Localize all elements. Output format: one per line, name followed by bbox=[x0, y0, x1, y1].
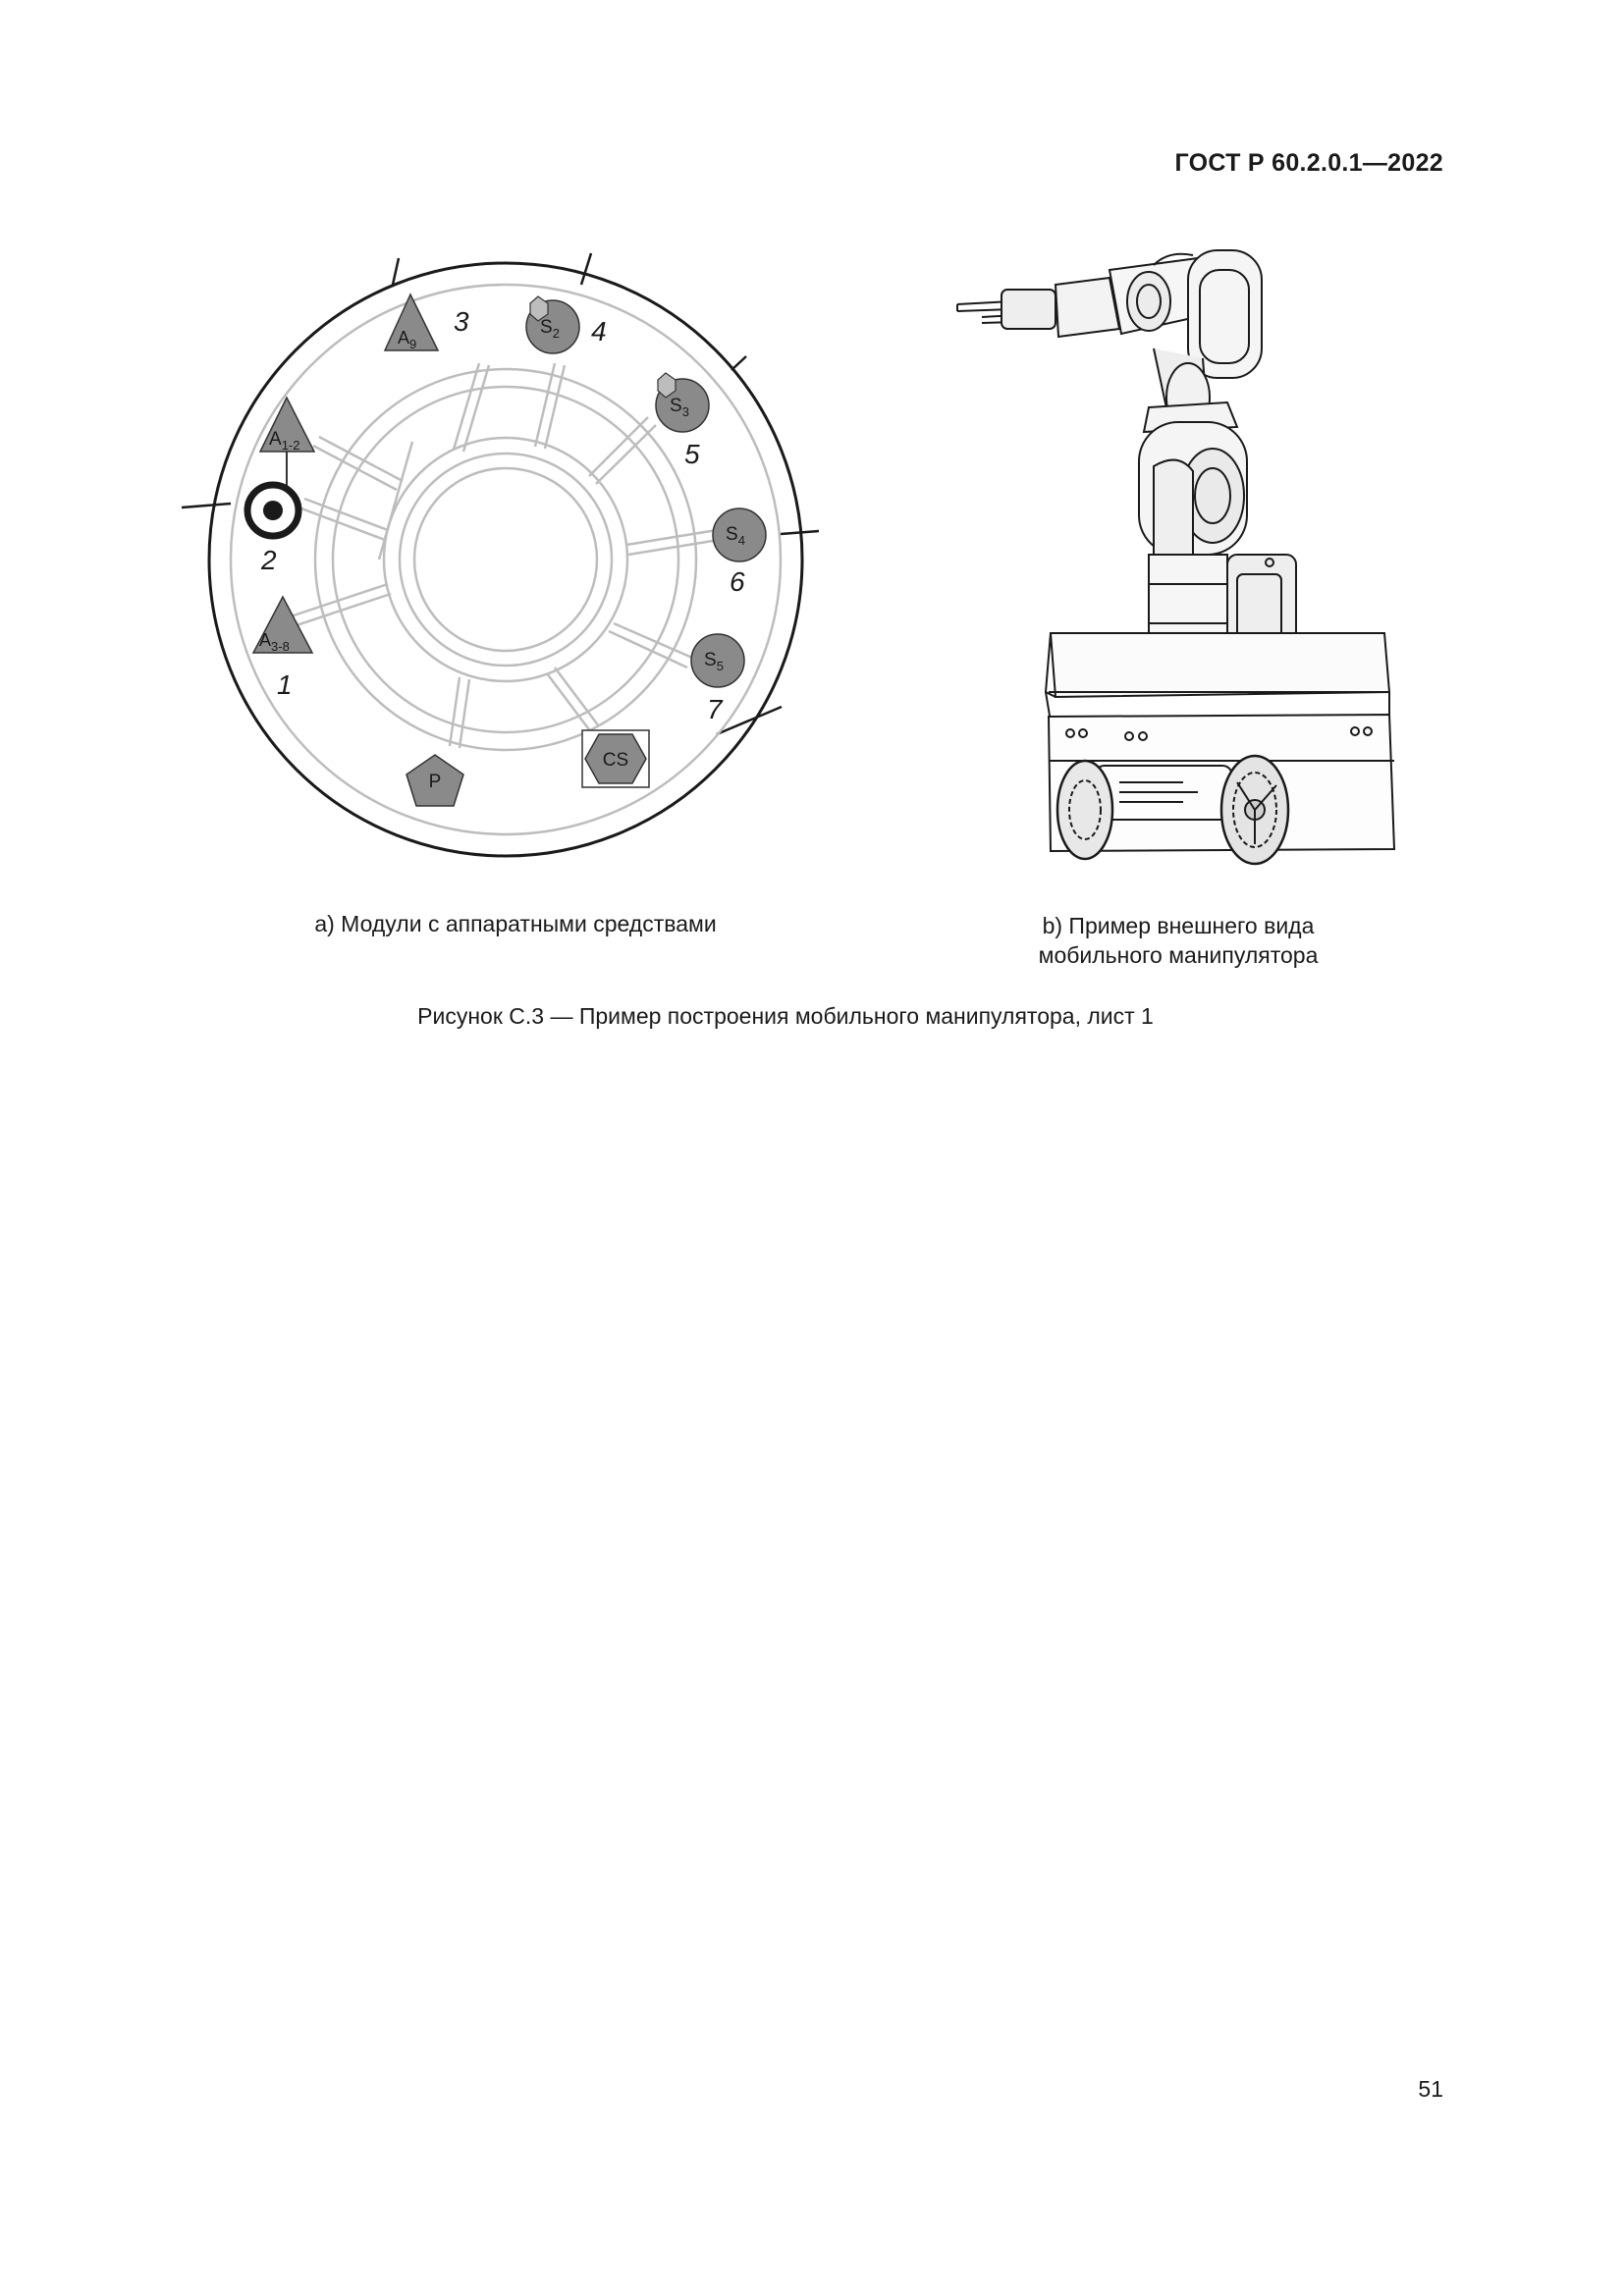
module-a9 bbox=[385, 294, 438, 351]
elbow-joint bbox=[1139, 422, 1247, 555]
number-7: 7 bbox=[707, 694, 723, 724]
outer-gray-ring bbox=[231, 285, 781, 834]
module-s4 bbox=[713, 508, 766, 561]
number-3: 3 bbox=[454, 306, 469, 337]
number-4: 4 bbox=[591, 316, 607, 347]
number-6: 6 bbox=[730, 566, 745, 597]
module-p-label: P bbox=[428, 772, 442, 792]
spokes bbox=[285, 363, 719, 748]
module-s5 bbox=[691, 634, 744, 687]
caption-figure-a: а) Модули с аппаратными средствами bbox=[314, 911, 717, 936]
module-a38 bbox=[253, 597, 312, 654]
modules-diagram-svg bbox=[167, 245, 844, 874]
module-s3-label: $S_3$ bbox=[670, 396, 689, 419]
module-s2-label: $S_2$ bbox=[540, 317, 560, 341]
caption-b-line2: мобильного манипулятора bbox=[1038, 942, 1319, 968]
outer-boundary-circle bbox=[209, 263, 802, 856]
module-s5-label: $S_5$ bbox=[704, 650, 724, 673]
module-s4-label: $S_4$ bbox=[726, 524, 745, 548]
gripper bbox=[957, 278, 1119, 337]
hub-ring-inner bbox=[400, 454, 612, 666]
module-cs bbox=[582, 730, 649, 787]
figure-a-modules-diagram bbox=[167, 245, 844, 874]
page-number: 51 bbox=[1418, 2076, 1443, 2102]
hub-ring-core bbox=[414, 468, 597, 651]
caption-figure-b bbox=[972, 911, 1384, 970]
module-s3 bbox=[656, 373, 709, 432]
module-a12-label: $A_{1-2}$ bbox=[269, 429, 300, 453]
module-p bbox=[406, 755, 463, 806]
module-s2 bbox=[526, 296, 579, 353]
module-a9-label: $A_9$ bbox=[398, 328, 417, 351]
module-a38-label: $A_{3-8}$ bbox=[259, 630, 290, 654]
figure-title: Рисунок С.3 — Пример построения мобильного манипулятора, лист 1 bbox=[417, 1003, 1154, 1029]
module-a12 bbox=[260, 398, 314, 486]
figure-b-robot-illustration bbox=[943, 231, 1404, 869]
number-1: 1 bbox=[277, 669, 293, 700]
target-module bbox=[247, 485, 298, 536]
module-cs-label: CS bbox=[602, 750, 629, 771]
mobile-manipulator-drawing bbox=[943, 231, 1404, 869]
document-header: ГОСТ Р 60.2.0.1—2022 bbox=[1174, 149, 1443, 177]
caption-b-line1: b) Пример внешнего вида bbox=[1042, 913, 1315, 938]
base-top-plate bbox=[1046, 633, 1389, 721]
number-2: 2 bbox=[261, 545, 277, 575]
number-5: 5 bbox=[684, 439, 700, 469]
